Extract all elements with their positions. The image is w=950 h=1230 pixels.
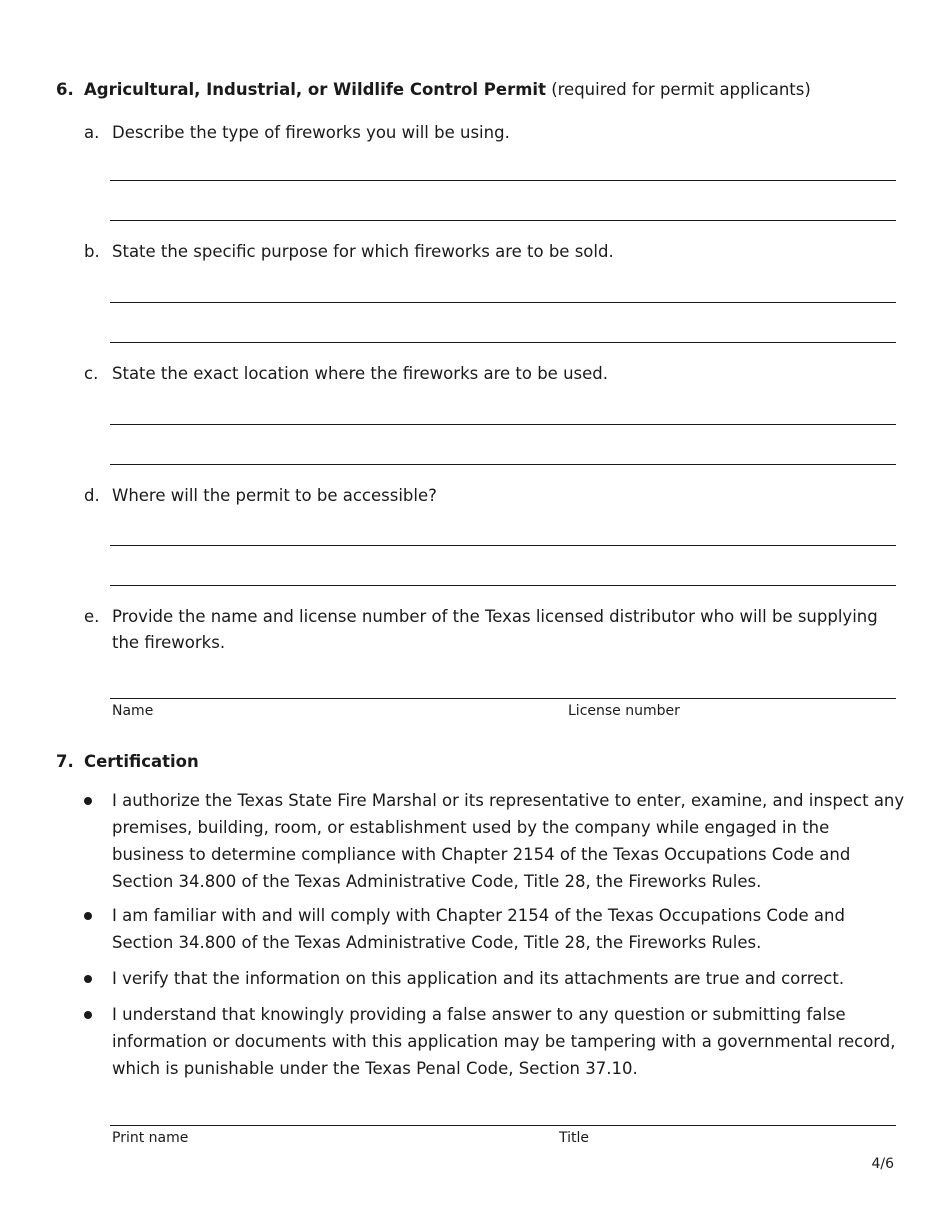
- item-e-question-line-1: Provide the name and license number of the Texas licensed distributor who will be supplying: [112, 607, 878, 626]
- item-b-question: State the specific purpose for which fireworks are to be sold.: [112, 242, 614, 261]
- item-a-question: Describe the type of fireworks you will be using.: [112, 123, 510, 142]
- item-b-answer-line-2[interactable]: [110, 342, 896, 343]
- section-7-number: 7.: [56, 752, 74, 771]
- item-e-question-line-2: the fireworks.: [112, 633, 226, 652]
- bullet-icon: [84, 797, 92, 805]
- title-label: Title: [559, 1130, 590, 1146]
- section-7-title: Certification: [84, 752, 199, 771]
- section-6-title: Agricultural, Industrial, or Wildlife Control Permit: [84, 80, 546, 99]
- distributor-name-label: Name: [112, 703, 154, 719]
- item-c-answer-line-1[interactable]: [110, 424, 896, 425]
- item-b-letter: b.: [84, 242, 100, 261]
- item-a-answer-line-1[interactable]: [110, 180, 896, 181]
- item-d-answer-line-1[interactable]: [110, 545, 896, 546]
- section-6-heading: [84, 77, 811, 103]
- certification-statement-4: I understand that knowingly providing a false answer to any question or submitting false information or documents with this application may be tampering with a governmental record, which is punishable under the Texas Penal Code, Section 37.10.: [112, 1005, 896, 1078]
- item-c-letter: c.: [84, 364, 99, 383]
- item-d-question: Where will the permit to be accessible?: [112, 486, 437, 505]
- certification-statement-1: I authorize the Texas State Fire Marshal or its representative to enter, examine, and inspect any premises, building, room, or establishment used by the company while engaged in the business to determine compliance with Chapter 2154 of the Texas Occupations Code and Section 34.800 of the Texas Administrative Code, Title 28, the Fireworks Rules.: [112, 791, 905, 891]
- bullet-icon: [84, 975, 92, 983]
- item-d-answer-line-2[interactable]: [110, 585, 896, 586]
- section-6-note: (required for permit applicants): [551, 80, 811, 99]
- section-6-number: 6.: [56, 80, 74, 99]
- page-number: 4/6: [871, 1156, 894, 1172]
- item-d-letter: d.: [84, 486, 100, 505]
- print-name-label: Print name: [112, 1130, 189, 1146]
- item-c-answer-line-2[interactable]: [110, 464, 896, 465]
- bullet-icon: [84, 1011, 92, 1019]
- item-c-question: State the exact location where the fireworks are to be used.: [112, 364, 608, 383]
- item-a-letter: a.: [84, 123, 100, 142]
- item-a-answer-line-2[interactable]: [110, 220, 896, 221]
- distributor-answer-line[interactable]: [110, 698, 896, 699]
- item-b-answer-line-1[interactable]: [110, 302, 896, 303]
- certification-statement-2: I am familiar with and will comply with Chapter 2154 of the Texas Occupations Code and Section 34.800 of the Texas Administrative Code, Title 28, the Fireworks Rules.: [112, 906, 845, 952]
- certification-statement-3: I verify that the information on this application and its attachments are true and correct.: [112, 969, 845, 988]
- distributor-license-label: License number: [568, 703, 680, 719]
- item-e-letter: e.: [84, 607, 100, 626]
- signature-answer-line[interactable]: [110, 1125, 896, 1126]
- bullet-icon: [84, 912, 92, 920]
